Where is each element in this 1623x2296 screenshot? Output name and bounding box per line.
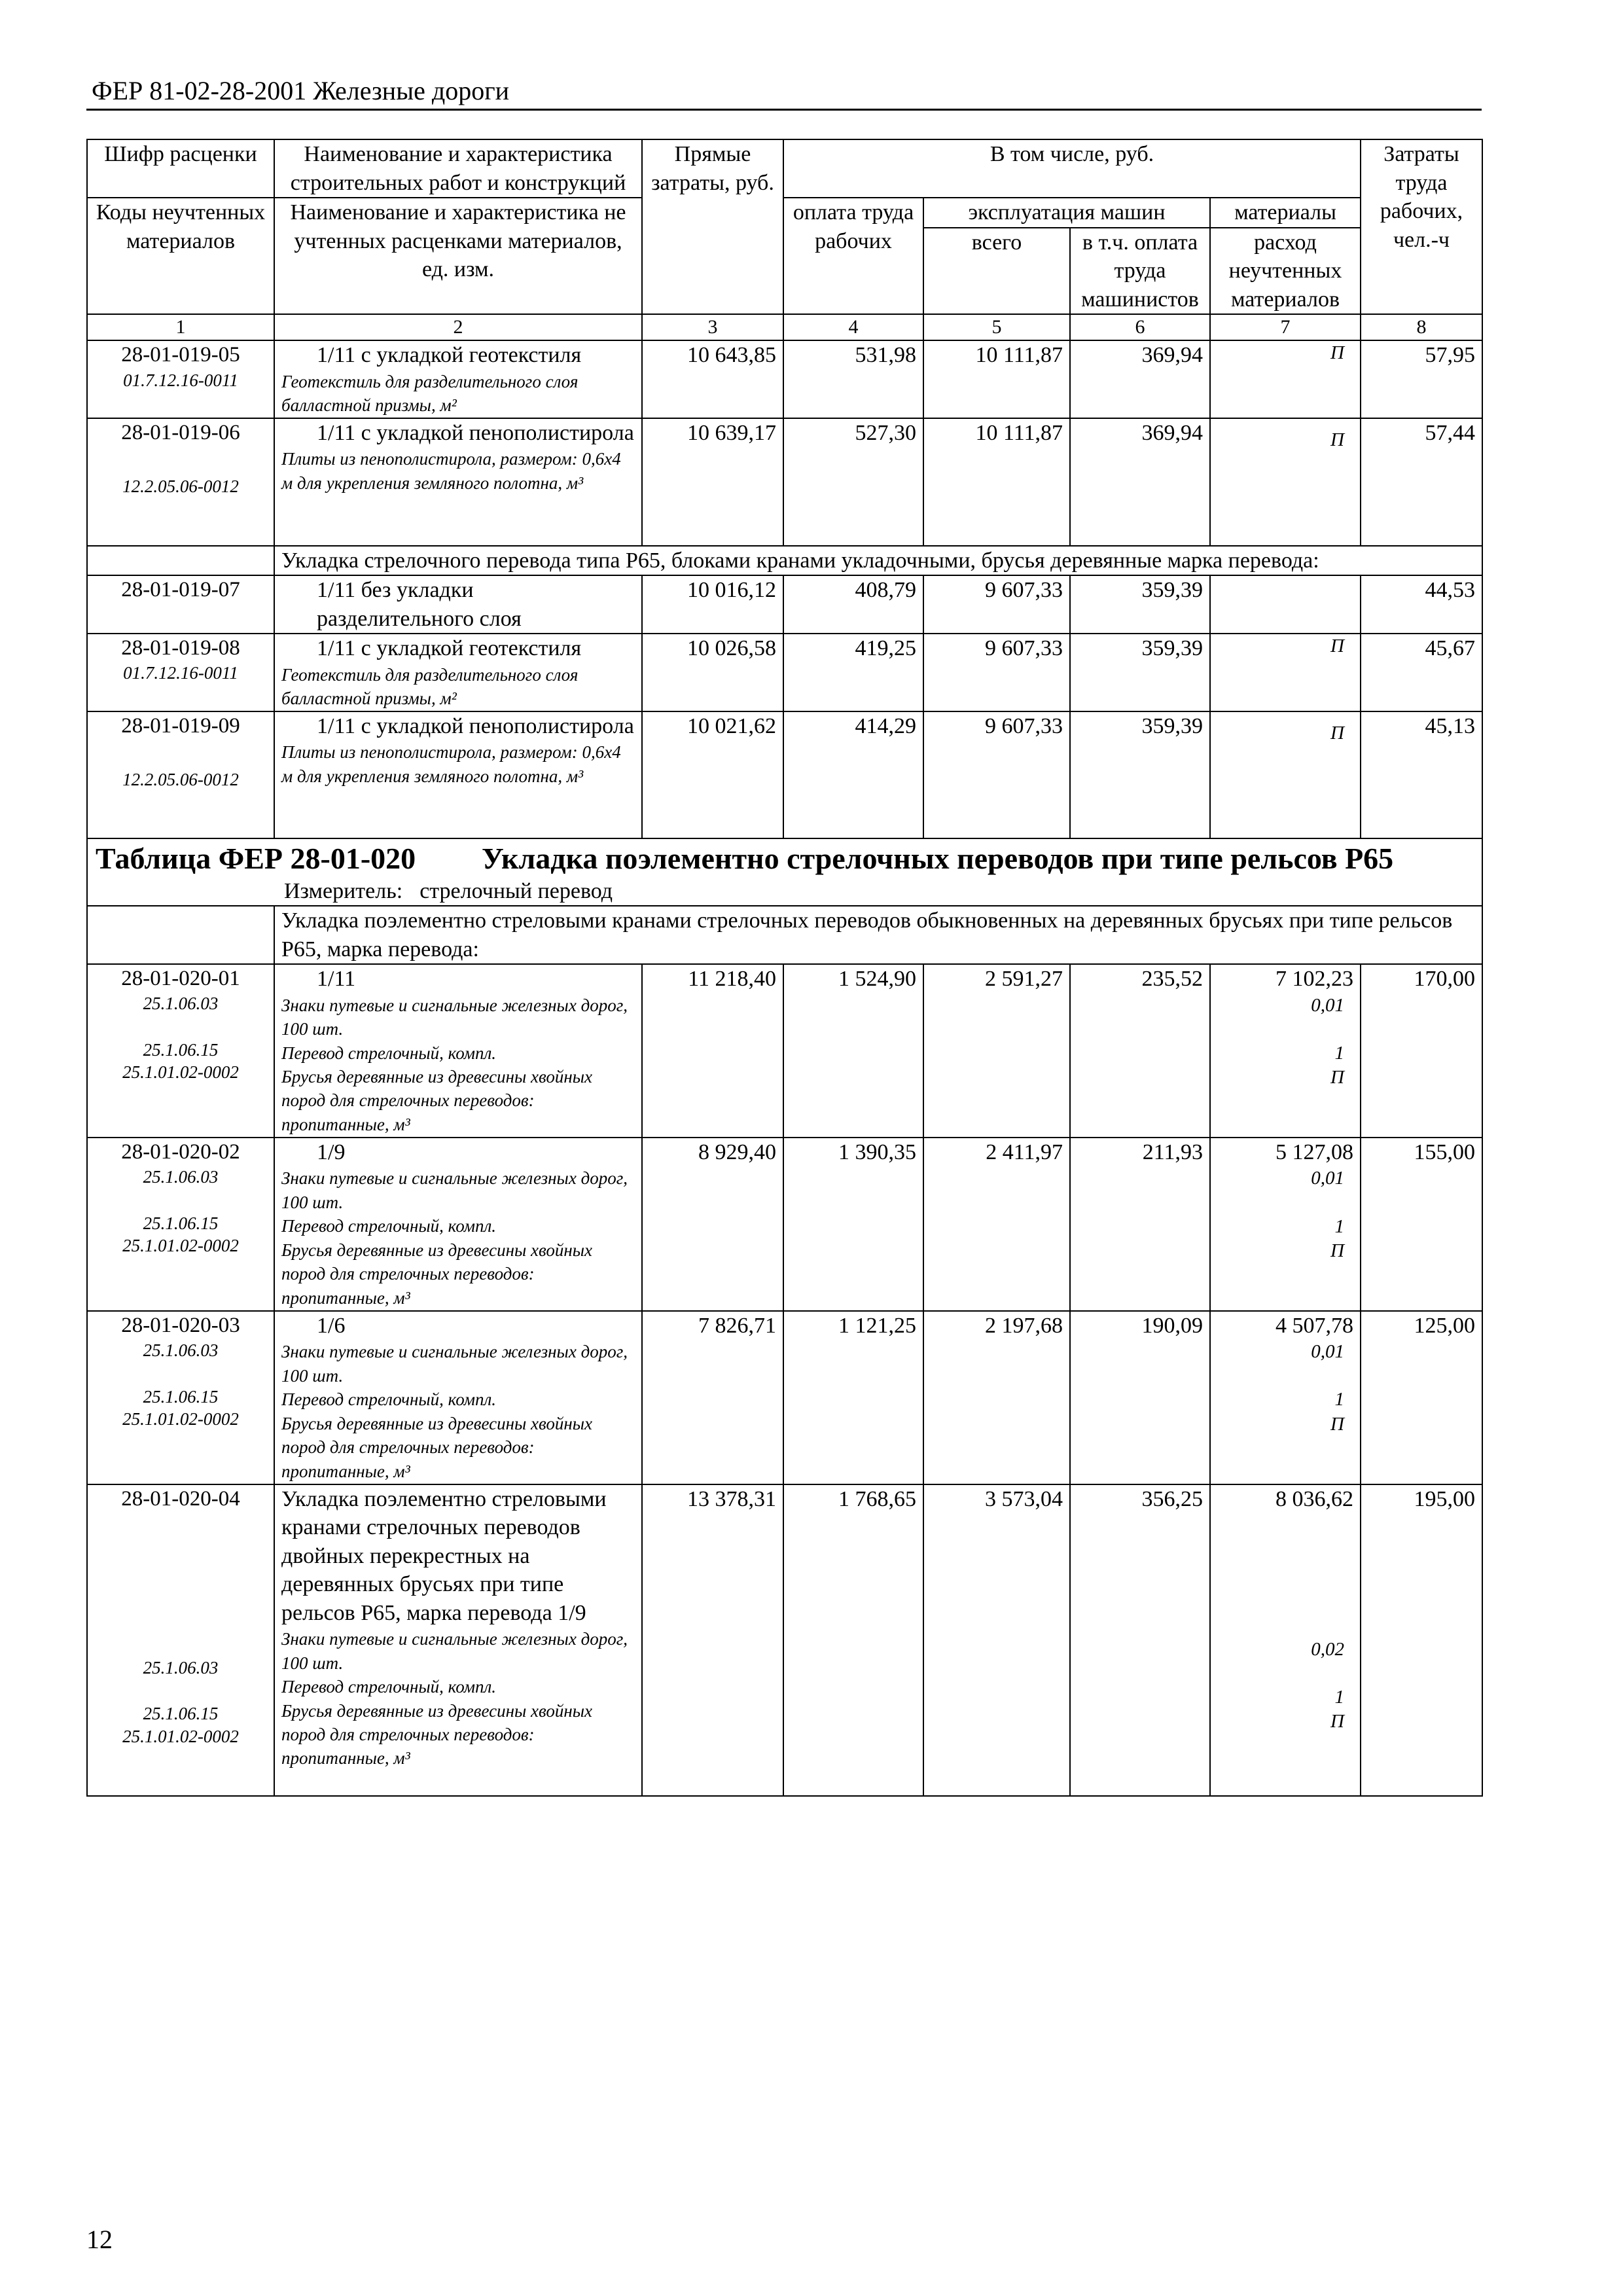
table-title-block <box>87 838 1482 964</box>
table-head <box>87 139 1482 340</box>
column-number: 7 <box>1210 314 1361 340</box>
name-cell <box>274 711 642 839</box>
material-code: 01.7.12.16-0011 <box>123 663 238 683</box>
col-machines-labor: в т.ч. оплата труда машинистов <box>1070 228 1210 315</box>
col-code-top: Шифр расценки <box>87 139 274 198</box>
column-number: 8 <box>1361 314 1482 340</box>
machines-total: 10 111,87 <box>923 418 1070 546</box>
quantity-filler <box>1217 1191 1353 1215</box>
code-cell <box>87 418 274 546</box>
col-materials: материалы <box>1210 198 1361 228</box>
table-row <box>87 1484 1482 1796</box>
material-code: 25.1.01.02-0002 <box>122 1236 239 1256</box>
machines-labor: 190,09 <box>1070 1311 1210 1484</box>
table-title-left: Таблица ФЕР 28-01-020 <box>96 842 416 876</box>
material-code: 25.1.01.02-0002 <box>122 1062 239 1083</box>
labor-hours: 170,00 <box>1361 964 1482 1138</box>
material-code: 25.1.01.02-0002 <box>122 1409 239 1429</box>
name-cell <box>274 634 642 711</box>
meter-label: Измеритель: <box>284 878 403 903</box>
labor-hours: 195,00 <box>1361 1484 1482 1796</box>
material-code: 12.2.05.06-0012 <box>122 476 239 497</box>
meter-line <box>94 877 1475 906</box>
labor-hours: 44,53 <box>1361 575 1482 634</box>
material-quantity: 0,02 <box>1311 1639 1344 1660</box>
rows-section-b <box>87 575 1482 838</box>
col-machines: эксплуатация машин <box>923 198 1210 228</box>
materials-cell <box>1210 634 1361 711</box>
material-name: Знаки путевые и сигнальные железных дорог, 100 шт. <box>281 1342 628 1386</box>
materials-spacer <box>1217 1513 1353 1638</box>
material-code: 25.1.06.15 <box>143 1704 219 1724</box>
labor-hours: 155,00 <box>1361 1138 1482 1311</box>
material-code: 25.1.06.03 <box>143 1167 219 1187</box>
material-quantity: П <box>1330 722 1344 744</box>
col-name-bottom: Наименование и характеристика не учтенных расценками материалов, ед. изм. <box>274 198 642 314</box>
code-filler <box>94 1679 267 1702</box>
code-cell <box>87 711 274 839</box>
column-number: 2 <box>274 314 642 340</box>
material-name: Перевод стрелочный, компл. <box>281 1677 496 1697</box>
code-filler <box>94 1189 267 1212</box>
labor-pay: 531,98 <box>783 340 923 418</box>
code-spacer <box>94 1513 267 1657</box>
labor-hours: 57,95 <box>1361 340 1482 418</box>
materials-value: 5 127,08 <box>1275 1139 1353 1164</box>
machines-total: 10 111,87 <box>923 340 1070 418</box>
labor-hours: 57,44 <box>1361 418 1482 546</box>
code-cell <box>87 1484 274 1796</box>
material-quantity: 1 <box>1334 1042 1344 1064</box>
code-filler <box>94 1084 267 1131</box>
labor-pay: 527,30 <box>783 418 923 546</box>
material-name: Брусья деревянные из древесины хвойных пород для стрелочных переводов: пропитанные, м³ <box>281 1413 593 1481</box>
column-number: 3 <box>642 314 783 340</box>
labor-pay: 419,25 <box>783 634 923 711</box>
materials-spacer <box>1217 712 1353 721</box>
material-code: 01.7.12.16-0011 <box>123 370 238 390</box>
machines-total: 9 607,33 <box>923 634 1070 711</box>
material-quantity: П <box>1330 429 1344 450</box>
rate-name: 1/6 <box>317 1313 346 1338</box>
direct-cost: 13 378,31 <box>642 1484 783 1796</box>
direct-cost: 7 826,71 <box>642 1311 783 1484</box>
table-row <box>87 711 1482 839</box>
code-filler <box>94 391 267 415</box>
material-name: Брусья деревянные из древесины хвойных пород для стрелочных переводов: пропитанные, м³ <box>281 1700 593 1768</box>
column-number: 4 <box>783 314 923 340</box>
material-quantity: П <box>1330 636 1344 657</box>
rate-name: 1/11 с укладкой геотекстиля <box>317 343 582 368</box>
labor-hours: 45,13 <box>1361 711 1482 839</box>
group-b <box>87 546 1482 576</box>
table-row <box>87 634 1482 711</box>
group-c-description: Укладка поэлементно стреловыми кранами стрелочных переводов обыкновенных на деревянных брусьях при типе рельсов Р65, марка перевода: <box>274 906 1482 964</box>
rate-name: 1/11 <box>317 967 356 992</box>
direct-cost: 8 929,40 <box>642 1138 783 1311</box>
material-quantity: 0,01 <box>1311 994 1344 1016</box>
code-filler <box>94 685 267 708</box>
machines-labor: 359,39 <box>1070 575 1210 634</box>
code-cell <box>87 340 274 418</box>
material-quantity: 0,01 <box>1311 1168 1344 1189</box>
materials-value: 7 102,23 <box>1275 967 1353 992</box>
column-number: 1 <box>87 314 274 340</box>
column-number: 6 <box>1070 314 1210 340</box>
labor-pay: 1 121,25 <box>783 1311 923 1484</box>
machines-labor: 211,93 <box>1070 1138 1210 1311</box>
code-filler <box>94 791 267 838</box>
name-cell <box>274 418 642 546</box>
material-name: Знаки путевые и сигнальные железных дорог, 100 шт. <box>281 1168 628 1212</box>
machines-labor: 356,25 <box>1070 1484 1210 1796</box>
machines-total: 2 591,27 <box>923 964 1070 1138</box>
direct-cost: 11 218,40 <box>642 964 783 1138</box>
col-incl: В том числе, руб. <box>783 139 1361 198</box>
material-code: 25.1.06.03 <box>143 1340 219 1361</box>
rate-name: Укладка поэлементно стреловыми кранами стрелочных переводов двойных перекрестных на деревянных брусьях при типе рельсов Р65, марка перевода 1/9 <box>281 1486 607 1625</box>
rate-code: 28-01-020-03 <box>121 1313 240 1337</box>
rates-table <box>86 139 1483 1797</box>
code-filler <box>94 1748 267 1795</box>
table-row <box>87 964 1482 1138</box>
rate-code: 28-01-020-04 <box>121 1486 240 1511</box>
code-filler <box>94 1362 267 1386</box>
code-cell <box>87 634 274 711</box>
materials-cell <box>1210 711 1361 839</box>
material-code: 25.1.06.03 <box>143 1657 219 1677</box>
machines-labor: 235,52 <box>1070 964 1210 1138</box>
material-code: 25.1.06.15 <box>143 1213 219 1233</box>
col-labor: Затраты труда рабочих, чел.-ч <box>1361 139 1482 314</box>
machines-total: 9 607,33 <box>923 575 1070 634</box>
direct-cost: 10 021,62 <box>642 711 783 839</box>
material-name: Плиты из пенополистирола, размером: 0,6х4 м для укрепления земляного полотна, м³ <box>281 449 621 493</box>
material-quantity: П <box>1330 342 1344 364</box>
rate-code: 28-01-019-08 <box>121 636 240 660</box>
quantity-filler <box>1217 366 1353 389</box>
col-machines-total: всего <box>923 228 1070 315</box>
materials-cell <box>1210 418 1361 546</box>
direct-cost: 10 026,58 <box>642 634 783 711</box>
material-name: Знаки путевые и сигнальные железных дорог, 100 шт. <box>281 995 628 1039</box>
page-number: 12 <box>86 2225 113 2254</box>
material-quantity: П <box>1330 1711 1344 1732</box>
group-b-description: Укладка стрелочного перевода типа Р65, блоками кранами укладочными, брусья деревянные марка перевода: <box>274 546 1482 576</box>
quantity-filler <box>1217 1263 1353 1310</box>
material-quantity: П <box>1330 1066 1344 1088</box>
code-filler <box>94 1431 267 1478</box>
rate-name: 1/11 с укладкой пенополистирола <box>317 420 634 445</box>
material-name: Перевод стрелочный, компл. <box>281 1390 496 1410</box>
labor-pay: 1 768,65 <box>783 1484 923 1796</box>
rate-code: 28-01-019-07 <box>121 578 240 602</box>
rate-code: 28-01-019-09 <box>121 713 240 738</box>
rows-section-a <box>87 340 1482 545</box>
code-cell <box>87 1138 274 1311</box>
material-quantity: 1 <box>1334 1215 1344 1237</box>
rate-name: 1/11 с укладкой геотекстиля <box>317 636 582 661</box>
code-filler <box>94 1015 267 1039</box>
name-cell <box>274 964 642 1138</box>
code-cell <box>87 1311 274 1484</box>
name-cell <box>274 1484 642 1796</box>
table-row <box>87 418 1482 546</box>
rate-code: 28-01-020-01 <box>121 967 240 991</box>
materials-cell <box>1210 964 1361 1138</box>
col-labor-pay: оплата труда рабочих <box>783 198 923 314</box>
code-spacer <box>94 740 267 768</box>
code-cell <box>87 964 274 1138</box>
materials-cell <box>1210 1484 1361 1796</box>
material-quantity: 0,01 <box>1311 1341 1344 1363</box>
materials-cell <box>1210 1138 1361 1311</box>
col-materials-sub: расход неучтенных материалов <box>1210 228 1361 315</box>
material-quantity: 1 <box>1334 1389 1344 1410</box>
material-code: 25.1.06.15 <box>143 1039 219 1060</box>
column-number: 5 <box>923 314 1070 340</box>
rate-name: 1/11 без укладки разделительного слоя <box>317 578 522 631</box>
materials-value: 4 507,78 <box>1275 1313 1353 1338</box>
quantity-filler <box>1217 1437 1353 1484</box>
labor-hours: 45,67 <box>1361 634 1482 711</box>
table-row <box>87 1311 1482 1484</box>
machines-total: 3 573,04 <box>923 1484 1070 1796</box>
direct-cost: 10 639,17 <box>642 418 783 546</box>
rate-code: 28-01-019-06 <box>121 420 240 444</box>
direct-cost: 10 643,85 <box>642 340 783 418</box>
rate-code: 28-01-020-02 <box>121 1139 240 1164</box>
materials-value: 8 036,62 <box>1275 1486 1353 1511</box>
labor-hours: 125,00 <box>1361 1311 1482 1484</box>
col-code-bottom: Коды неучтенных материалов <box>87 198 274 314</box>
name-cell <box>274 575 642 634</box>
name-cell <box>274 340 642 418</box>
labor-pay: 1 524,90 <box>783 964 923 1138</box>
material-name: Брусья деревянные из древесины хвойных пород для стрелочных переводов: пропитанные, м³ <box>281 1066 593 1134</box>
code-filler <box>94 1257 267 1304</box>
meter-value: стрелочный перевод <box>419 878 613 903</box>
table-row <box>87 575 1482 634</box>
quantity-filler <box>1217 1090 1353 1137</box>
machines-labor: 369,94 <box>1070 340 1210 418</box>
material-quantity: 1 <box>1334 1687 1344 1708</box>
group-b-code <box>87 546 274 576</box>
labor-pay: 1 390,35 <box>783 1138 923 1311</box>
material-code: 12.2.05.06-0012 <box>122 769 239 789</box>
quantity-filler <box>1217 452 1353 499</box>
rows-section-c <box>87 964 1482 1795</box>
name-cell <box>274 1311 642 1484</box>
machines-total: 2 197,68 <box>923 1311 1070 1484</box>
col-name-top: Наименование и характеристика строительных работ и конструкций <box>274 139 642 198</box>
labor-pay: 414,29 <box>783 711 923 839</box>
name-cell <box>274 1138 642 1311</box>
materials-cell <box>1210 340 1361 418</box>
quantity-filler <box>1217 658 1353 682</box>
rate-name: 1/11 с укладкой пенополистирола <box>317 713 634 738</box>
group-c-code <box>87 906 274 964</box>
material-quantity: П <box>1330 1240 1344 1261</box>
table-title-right: Укладка поэлементно стрелочных переводов при типе рельсов Р65 <box>482 842 1394 876</box>
material-name: Геотекстиль для разделительного слоя балластной призмы, м² <box>281 664 579 709</box>
material-name: Брусья деревянные из древесины хвойных пород для стрелочных переводов: пропитанные, м³ <box>281 1240 593 1308</box>
quantity-filler <box>1217 1662 1353 1685</box>
material-quantity: П <box>1330 1413 1344 1435</box>
material-code: 25.1.06.15 <box>143 1386 219 1407</box>
materials-spacer <box>1217 419 1353 428</box>
column-number-row <box>87 314 1482 340</box>
rate-name: 1/9 <box>317 1139 346 1164</box>
table-title-cell <box>87 838 1482 906</box>
material-name: Перевод стрелочный, компл. <box>281 1043 496 1063</box>
col-direct: Прямые затраты, руб. <box>642 139 783 314</box>
material-name: Перевод стрелочный, компл. <box>281 1216 496 1236</box>
code-filler <box>94 498 267 545</box>
rate-code: 28-01-019-05 <box>121 343 240 367</box>
machines-labor: 359,39 <box>1070 634 1210 711</box>
quantity-filler <box>1217 1734 1353 1781</box>
table-row <box>87 340 1482 418</box>
materials-cell <box>1210 1311 1361 1484</box>
table-row <box>87 1138 1482 1311</box>
material-code: 25.1.01.02-0002 <box>122 1726 239 1746</box>
code-cell <box>87 575 274 634</box>
document-header: ФЕР 81-02-28-2001 Железные дороги <box>92 76 510 105</box>
header-rule <box>86 109 1482 111</box>
machines-total: 2 411,97 <box>923 1138 1070 1311</box>
direct-cost: 10 016,12 <box>642 575 783 634</box>
machines-labor: 369,94 <box>1070 418 1210 546</box>
machines-total: 9 607,33 <box>923 711 1070 839</box>
machines-labor: 359,39 <box>1070 711 1210 839</box>
quantity-filler <box>1217 1018 1353 1041</box>
material-name: Плиты из пенополистирола, размером: 0,6х4 м для укрепления земляного полотна, м³ <box>281 742 621 786</box>
code-spacer <box>94 446 267 475</box>
material-name: Геотекстиль для разделительного слоя балластной призмы, м² <box>281 372 579 416</box>
labor-pay: 408,79 <box>783 575 923 634</box>
materials-cell <box>1210 575 1361 634</box>
quantity-filler <box>1217 745 1353 793</box>
quantity-filler <box>1217 1364 1353 1388</box>
material-code: 25.1.06.03 <box>143 994 219 1014</box>
material-name: Знаки путевые и сигнальные железных дорог, 100 шт. <box>281 1629 628 1673</box>
